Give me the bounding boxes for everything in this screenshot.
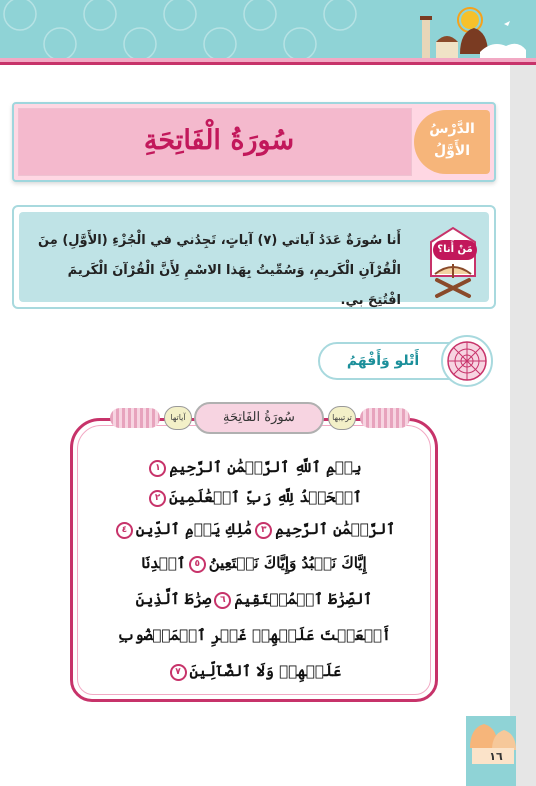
lesson-tag-line1: الدَّرْسُ	[429, 121, 475, 137]
ayah-line-3	[86, 514, 422, 544]
ayah-text: ٱلرَّحۡمَٰنِ ٱلرَّحِيمِ	[275, 520, 396, 538]
who-am-i-badge: مَنْ أَنا؟	[433, 240, 477, 260]
ayah-line-5	[86, 584, 422, 614]
lesson-banner-inner	[18, 108, 412, 176]
ayah-text: صِرَٰطَ ٱلَّذِينَ	[135, 590, 212, 608]
surah-header-ornament-left	[110, 408, 160, 428]
ayah-text: أَنۡعَمۡتَ عَلَيۡهِمۡ غَيۡرِ ٱلۡمَغۡضُوبِ	[117, 626, 391, 644]
ayah-number: ٦	[214, 592, 231, 609]
lesson-number-tag	[414, 110, 490, 174]
ayah-number: ١	[149, 460, 166, 477]
header-pattern	[0, 0, 380, 58]
ayah-line-1	[86, 452, 422, 482]
ayah-number: ٢	[149, 490, 166, 507]
ayah-number: ٧	[170, 664, 187, 681]
surah-header	[110, 398, 410, 438]
ayah-number: ٥	[189, 556, 206, 573]
surah-order-label: ترتيبها	[328, 406, 356, 430]
ayah-line-7	[86, 656, 422, 686]
surah-header-ornament-right	[360, 408, 410, 428]
ayah-text: عَلَيۡهِمۡ وَلَا ٱلضَّآلِّينَ	[189, 662, 342, 680]
lesson-title: سُورَةُ الْفَاتِحَةِ	[143, 125, 295, 156]
who-am-i-text: أَنا سُورَةٌ عَدَدُ آياتي (٧) آياتٍ، تَجِدُني في الْجُزْءِ (الأَوَّلِ) مِنَ الْقُرْآنِ الْكَريمِ، وَسُمِّيتُ بِهَذا الاسْمِ لِأَنَّ الْقُرْآنَ الْكَريمَ افْتُتِحَ بي.	[38, 233, 401, 308]
mosque-illustration	[400, 4, 530, 58]
ayah-text: ٱلۡحَمۡدُ لِلَّهِ رَبِّ ٱلۡعَٰلَمِينَ	[169, 488, 362, 506]
ayah-text: ٱلصِّرَٰطَ ٱلۡمُسۡتَقِيمَ	[234, 590, 373, 608]
ayah-text: ٱهۡدِنَا	[141, 554, 186, 572]
surah-ayat-count-label: آياتها	[164, 406, 192, 430]
who-am-i-box	[12, 205, 496, 309]
header-stripe-dark	[0, 62, 536, 65]
rosette-icon	[440, 334, 494, 388]
ayah-text: مَٰلِكِ يَوۡمِ ٱلدِّينِ	[135, 520, 253, 538]
ayah-text: إِيَّاكَ نَعۡبُدُ وَإِيَّاكَ نَسۡتَعِينُ	[208, 554, 367, 572]
quran-stand-icon	[425, 222, 481, 302]
ayah-number: ٣	[255, 522, 272, 539]
right-margin	[510, 65, 536, 786]
lesson-banner	[12, 102, 496, 182]
ayah-number: ٤	[116, 522, 133, 539]
page-number: ١٦	[489, 750, 503, 763]
ayah-line-6	[86, 620, 422, 650]
page-corner-mosque-icon	[462, 708, 520, 786]
surah-header-title: سُورَةُ الفَاتِحَةِ	[194, 402, 324, 434]
who-am-i-inner	[19, 212, 489, 308]
ayah-text: بِسۡمِ ٱللَّهِ ٱلرَّحۡمَٰنِ ٱلرَّحِيمِ	[169, 458, 362, 476]
ayah-line-2	[86, 482, 422, 512]
ayah-line-4	[86, 548, 422, 578]
page-header	[0, 0, 536, 58]
recite-label: أَتْلو وَأَفْهَمُ	[346, 353, 420, 369]
lesson-tag-line2: الأَوَّلُ	[433, 143, 471, 159]
